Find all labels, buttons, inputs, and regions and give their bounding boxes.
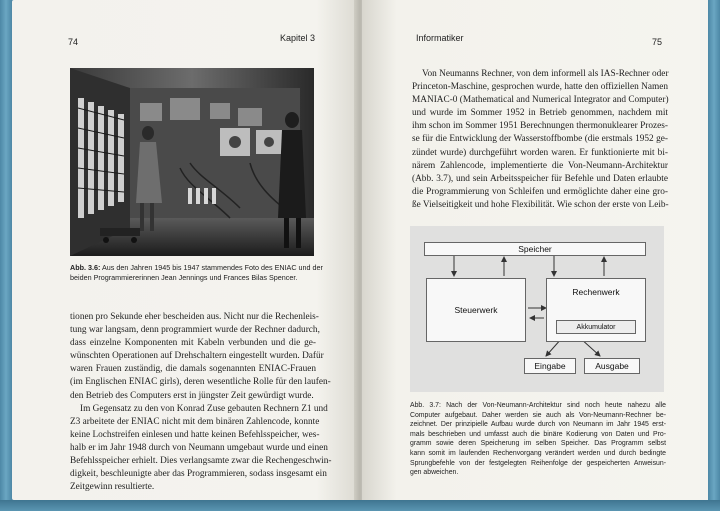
rechenwerk-label: Rechenwerk [572, 287, 620, 297]
von-neumann-diagram [410, 226, 664, 392]
text-line: den Betrieb des Computers erst in jüngster Zeit gewürdigt wurde. [70, 390, 314, 401]
left-page [12, 0, 358, 500]
text-line: Von Neumanns Rechner, von dem informell als IAS-Rechner oder [422, 69, 669, 79]
caption-line: Computer aufgebaut. Daher werden sie auch als Von-Neumann-Rechner be- [410, 411, 666, 419]
eingabe-box: Eingabe [524, 358, 576, 374]
running-head-right: Informatiker [416, 33, 464, 43]
text-line: (im Englischen ENIAC girls), deren wesentliche Rolle für den laufen- [70, 377, 331, 388]
book-edge-shadow [0, 500, 720, 511]
caption-line: kann somit im laufenden Rechenvorgang verändert werden und durch bedingte [410, 449, 666, 457]
text-line: wünschten Operationen auf Drehschaltern eingestellt wurden. Dafür [70, 351, 324, 362]
caption-line: zeichnet. Der prinzipielle Aufbau wurde durch von Neumann im Jahr 1945 erst- [410, 421, 666, 429]
text-line: Zeitgewinn resultierte. [70, 482, 155, 493]
caption-line: gramm sowie deren Speicherung im selben Speicher. Das Programm selbst [410, 440, 666, 448]
page-number-right: 75 [652, 37, 663, 47]
speicher-box: Speicher [424, 242, 646, 256]
eniac-photo-illustration [70, 68, 314, 256]
text-line: und wurde im Sommer 1952 in Betrieb genommen, nachdem mit [412, 108, 668, 119]
text-line: Princeton-Maschine, gesprochen wurde, hatte den offiziellen Namen [412, 82, 668, 93]
caption-line: gen abweichen. [410, 469, 459, 477]
figure-caption-3-6: Abb. 3.6: Aus den Jahren 1945 bis 1947 stammendes Foto des ENIAC und der beiden Programmiererinnen Jean Jennings und Frances Bilas Spencer. [70, 263, 323, 282]
ausgabe-box: Ausgabe [584, 358, 640, 374]
right-body-text [412, 68, 668, 212]
text-line: (Abb. 3.7), und sein Arbeitsspeicher für Befehle und Daten erlaubte [412, 173, 668, 184]
text-line: halb er im Jahr 1948 durch von Neumann umgebaut wurde und einen [70, 442, 328, 453]
text-line: zündet wurde) durchgeführt worden waren. Er funktionierte mit bi- [412, 147, 668, 158]
text-line: dass einzelne Komponenten mit Kabeln verbunden und die ge- [70, 338, 316, 349]
running-head-left: Kapitel 3 [280, 33, 316, 43]
akkumulator-box: Akkumulator [556, 320, 636, 334]
text-line: Z3 arbeitete der ENIAC nicht mit dem binären Zahlencode, konnte [70, 416, 320, 427]
text-line: ihm schon im Sommer 1951 Berechnungen thermonuklearer Prozes- [412, 121, 668, 132]
text-line: tung war langsam, denn programmiert wurde der Rechner dadurch, [70, 325, 320, 336]
left-body-text [70, 311, 332, 494]
caption-line: Abb. 3.7: Nach der Von-Neumann-Architektur sind noch heute nahezu alle [410, 402, 666, 409]
text-line: MANIAC-0 (Mathematical and Numerical Integrator and Computer) [412, 95, 669, 106]
text-line: waren Frauen zuständig, die damals sogenannten ENIAC-Frauen [70, 364, 316, 375]
text-line: se für die Entwicklung der Wasserstoffbombe (die erstmals 1952 ge- [412, 134, 668, 145]
right-page [362, 0, 708, 500]
caption-line: Sprungbefehle von der festgelegten Reihenfolge der gespeicherten Anweisun- [410, 459, 666, 467]
steuerwerk-box: Steuerwerk [426, 278, 526, 342]
caption-line: mals beschrieben und umfasst auch die binäre Kodierung von Daten und Pro- [410, 430, 666, 438]
page-number-left: 74 [68, 37, 79, 47]
figure-caption-3-7 [410, 401, 666, 478]
text-line: tionen pro Sekunde eher bescheiden aus. Nicht nur die Rechenleis- [70, 312, 319, 322]
text-line: digkeit, beschleunigte aber das Programmieren, sodass insgesamt ein [70, 469, 327, 480]
text-line: Befehlsspeicher erhielt. Dies verlangsamte zwar die Rechengeschwin- [70, 456, 332, 467]
figure-label: Abb. 3.6: [70, 263, 101, 272]
text-line: ße Vielseitigkeit und hohe Flexibilität. Wie schon der erste von Leib- [412, 199, 669, 210]
text-line: keine Lochstreifen einlesen und hatte keinen Befehlsspeicher, wes- [70, 429, 320, 440]
eniac-photo [70, 68, 314, 256]
text-line: närem Zahlencode, implementierte die Von-Neumann-Architektur [412, 160, 668, 171]
text-line: die Programmierung von Schleifen und ermöglichte daher eine gro- [412, 186, 668, 197]
text-line: Im Gegensatz zu den von Konrad Zuse gebauten Rechnern Z1 und [80, 403, 328, 414]
